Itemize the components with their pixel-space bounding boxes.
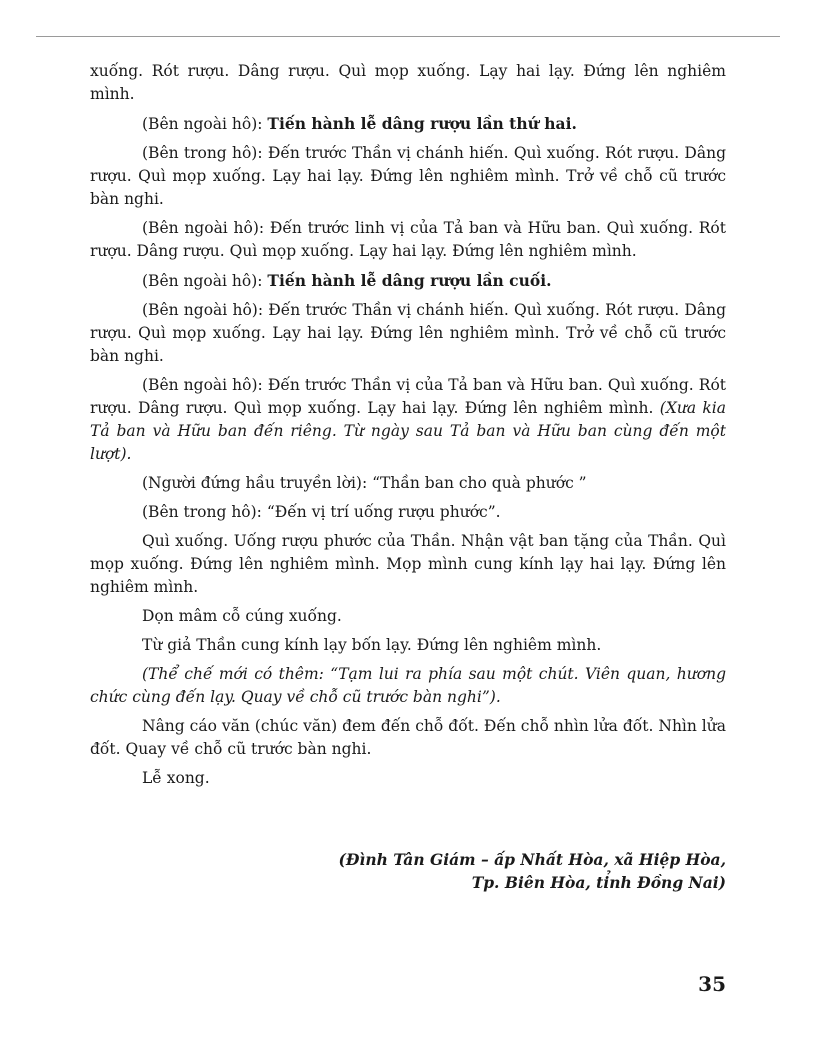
source-line: Tp. Biên Hòa, tỉnh Đồng Nai) [471,873,726,892]
paragraph: (Bên ngoài hô): Tiến hành lễ dâng rượu lần thứ hai. [142,114,577,133]
header-rule [36,36,780,37]
paragraph: Dọn mâm cỗ cúng xuống. [142,607,342,625]
page-number: 35 [698,972,726,996]
paragraph: Từ giả Thần cung kính lạy bốn lạy. Đứng lên nghiêm mình. [142,636,602,654]
paragraph: (Bên trong hô): “Đến vị trí uống rượu phước”. [142,503,501,521]
paragraph: Nâng cáo văn (chúc văn) đem đến chỗ đốt. Đến chỗ nhìn lửa đốt. Nhìn lửa đốt. Quay về chỗ cũ trước bàn nghi. [90,717,726,758]
paragraph: (Bên ngoài hô): Đến trước Thần vị của Tả ban và Hữu ban. Quì xuống. Rót rượu. Dâng rượu. Quì mọp xuống. Lạy hai lạy. Đứng lên nghiêm mình. (Xưa kia Tả ban và Hữu ban đến riêng. Từ ngày sau Tả ban và Hữu ban cùng đến một lượt). [90,376,726,463]
paragraph: Lễ xong. [142,769,210,787]
paragraph: xuống. Rót rượu. Dâng rượu. Quì mọp xuống. Lạy hai lạy. Đứng lên nghiêm mình. [90,62,726,103]
paragraph: (Bên ngoài hô): Tiến hành lễ dâng rượu lần cuối. [142,271,552,290]
paragraph: (Bên ngoài hô): Đến trước Thần vị chánh hiến. Quì xuống. Rót rượu. Dâng rượu. Quì mọp xuống. Lạy hai lạy. Đứng lên nghiêm mình. Trở về chỗ cũ trước bàn nghi. [90,301,726,365]
page-body [90,60,726,796]
paragraph: Quì xuống. Uống rượu phước của Thần. Nhận vật ban tặng của Thần. Quì mọp xuống. Đứng lên nghiêm mình. Mọp mình cung kính lạy hai lạy. Đứng lên nghiêm mình. [90,532,726,596]
source-citation [266,848,726,894]
paragraph: (Bên trong hô): Đến trước Thần vị chánh hiến. Quì xuống. Rót rượu. Dâng rượu. Quì mọp xuống. Lạy hai lạy. Đứng lên nghiêm mình. Trở về chỗ cũ trước bàn nghi. [90,144,726,208]
paragraph: (Người đứng hầu truyền lời): “Thần ban cho quà phước ” [142,474,587,492]
bold-heading: Tiến hành lễ dâng rượu lần thứ hai. [267,114,577,133]
paragraph: (Bên ngoài hô): Đến trước linh vị của Tả ban và Hữu ban. Quì xuống. Rót rượu. Dâng rượu. Quì mọp xuống. Lạy hai lạy. Đứng lên nghiêm mình. [90,219,726,260]
source-line: (Đình Tân Giám – ấp Nhất Hòa, xã Hiệp Hòa, [338,850,726,869]
italic-note: (Xưa kia Tả ban và Hữu ban đến riêng. Từ ngày sau Tả ban và Hữu ban cùng đến một lượt). [90,399,726,463]
bold-heading: Tiến hành lễ dâng rượu lần cuối. [267,271,552,290]
paragraph: (Thể chế mới có thêm: “Tạm lui ra phía sau một chút. Viên quan, hương chức cùng đến lạy. Quay về chỗ cũ trước bàn nghi”). [90,665,726,706]
